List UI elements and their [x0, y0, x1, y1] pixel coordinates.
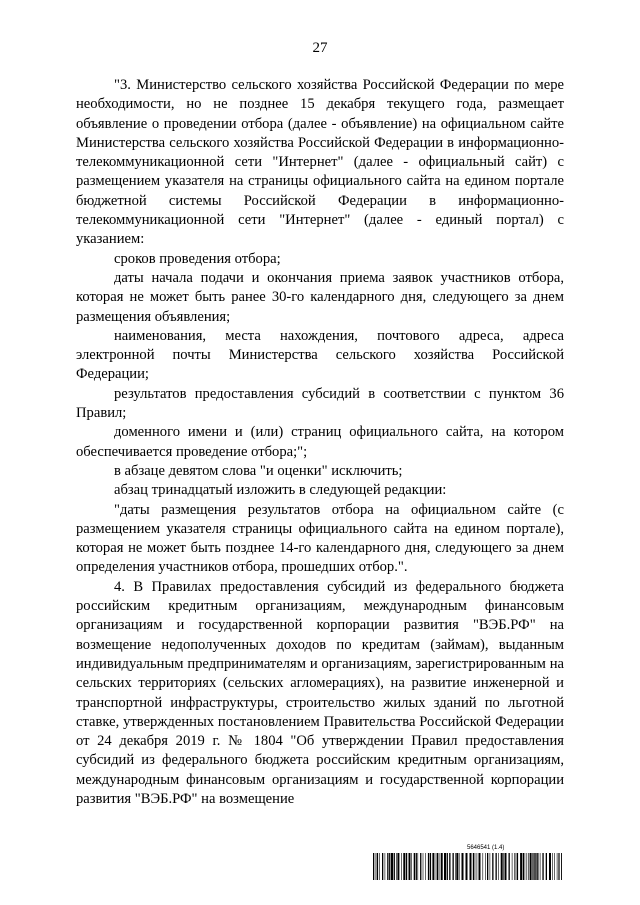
- paragraph: в абзаце девятом слова "и оценки" исключить;: [114, 462, 403, 479]
- paragraph: 4. В Правилах предоставления субсидий из федерального бюджета российским кредитным организациям, международным финансовым организациям и государственной корпорации развития "ВЭБ.РФ" на возмещение недополученных доходов по кредитам (займам), выданным индивидуальным предпринимателям и организациям, зарегистрированным на сельских территориях (сельских агломерациях), на развитие инженерной и транспортной инфраструктуры, строительство жилых зданий по льготной ставке, утвержденных постановлением Правительства Российской Федерации от 24 декабря 2019 г. № 1804 "Об утверждении Правил предоставления субсидий из федерального бюджета российским кредитным организациям, международным финансовым организациям и государственной корпорации развития "ВЭБ.РФ" на возмещение: [76, 578, 564, 807]
- paragraph: "3. Министерство сельского хозяйства Российской Федерации по мере необходимости, но не позднее 15 декабря текущего года, размещает объявление о проведении отбора (далее - объявление) на официальном сайте Министерства сельского хозяйства Российской Федерации в информационно-телекоммуникационной сети "Интернет" (далее - официальный сайт) с размещением указателя на страницы официального сайта на едином портале бюджетной системы Российской Федерации в информационно-телекоммуникационной сети "Интернет" (далее - единый портал) с указанием:: [76, 77, 564, 248]
- paragraph: сроков проведения отбора;: [114, 250, 281, 267]
- document-code: 5646541 (1.4): [467, 845, 505, 851]
- page-number: 27: [312, 40, 328, 56]
- paragraph: даты начала подачи и окончания приема заявок участников отбора, которая не может быть ранее 30-го календарного дня, следующего за днем размещения объявления;: [76, 269, 564, 325]
- barcode-image: [373, 853, 562, 880]
- paragraph: абзац тринадцатый изложить в следующей редакции:: [114, 482, 447, 499]
- paragraph: "даты размещения результатов отбора на официальном сайте (с размещением указателя страницы официального сайта на едином портале), которая не может быть позднее 14-го календарного дня, следующего за днем определения участников отбора, прошедших отбор.".: [76, 501, 564, 576]
- document-body: [76, 76, 564, 809]
- paragraph: наименования, места нахождения, почтового адреса, адреса электронной почты Министерства сельского хозяйства Российской Федерации;: [76, 327, 564, 383]
- paragraph: доменного имени и (или) страниц официального сайта, на котором обеспечивается проведение отбора;";: [76, 424, 564, 460]
- paragraph: результатов предоставления субсидий в соответствии с пунктом 36 Правил;: [76, 385, 564, 422]
